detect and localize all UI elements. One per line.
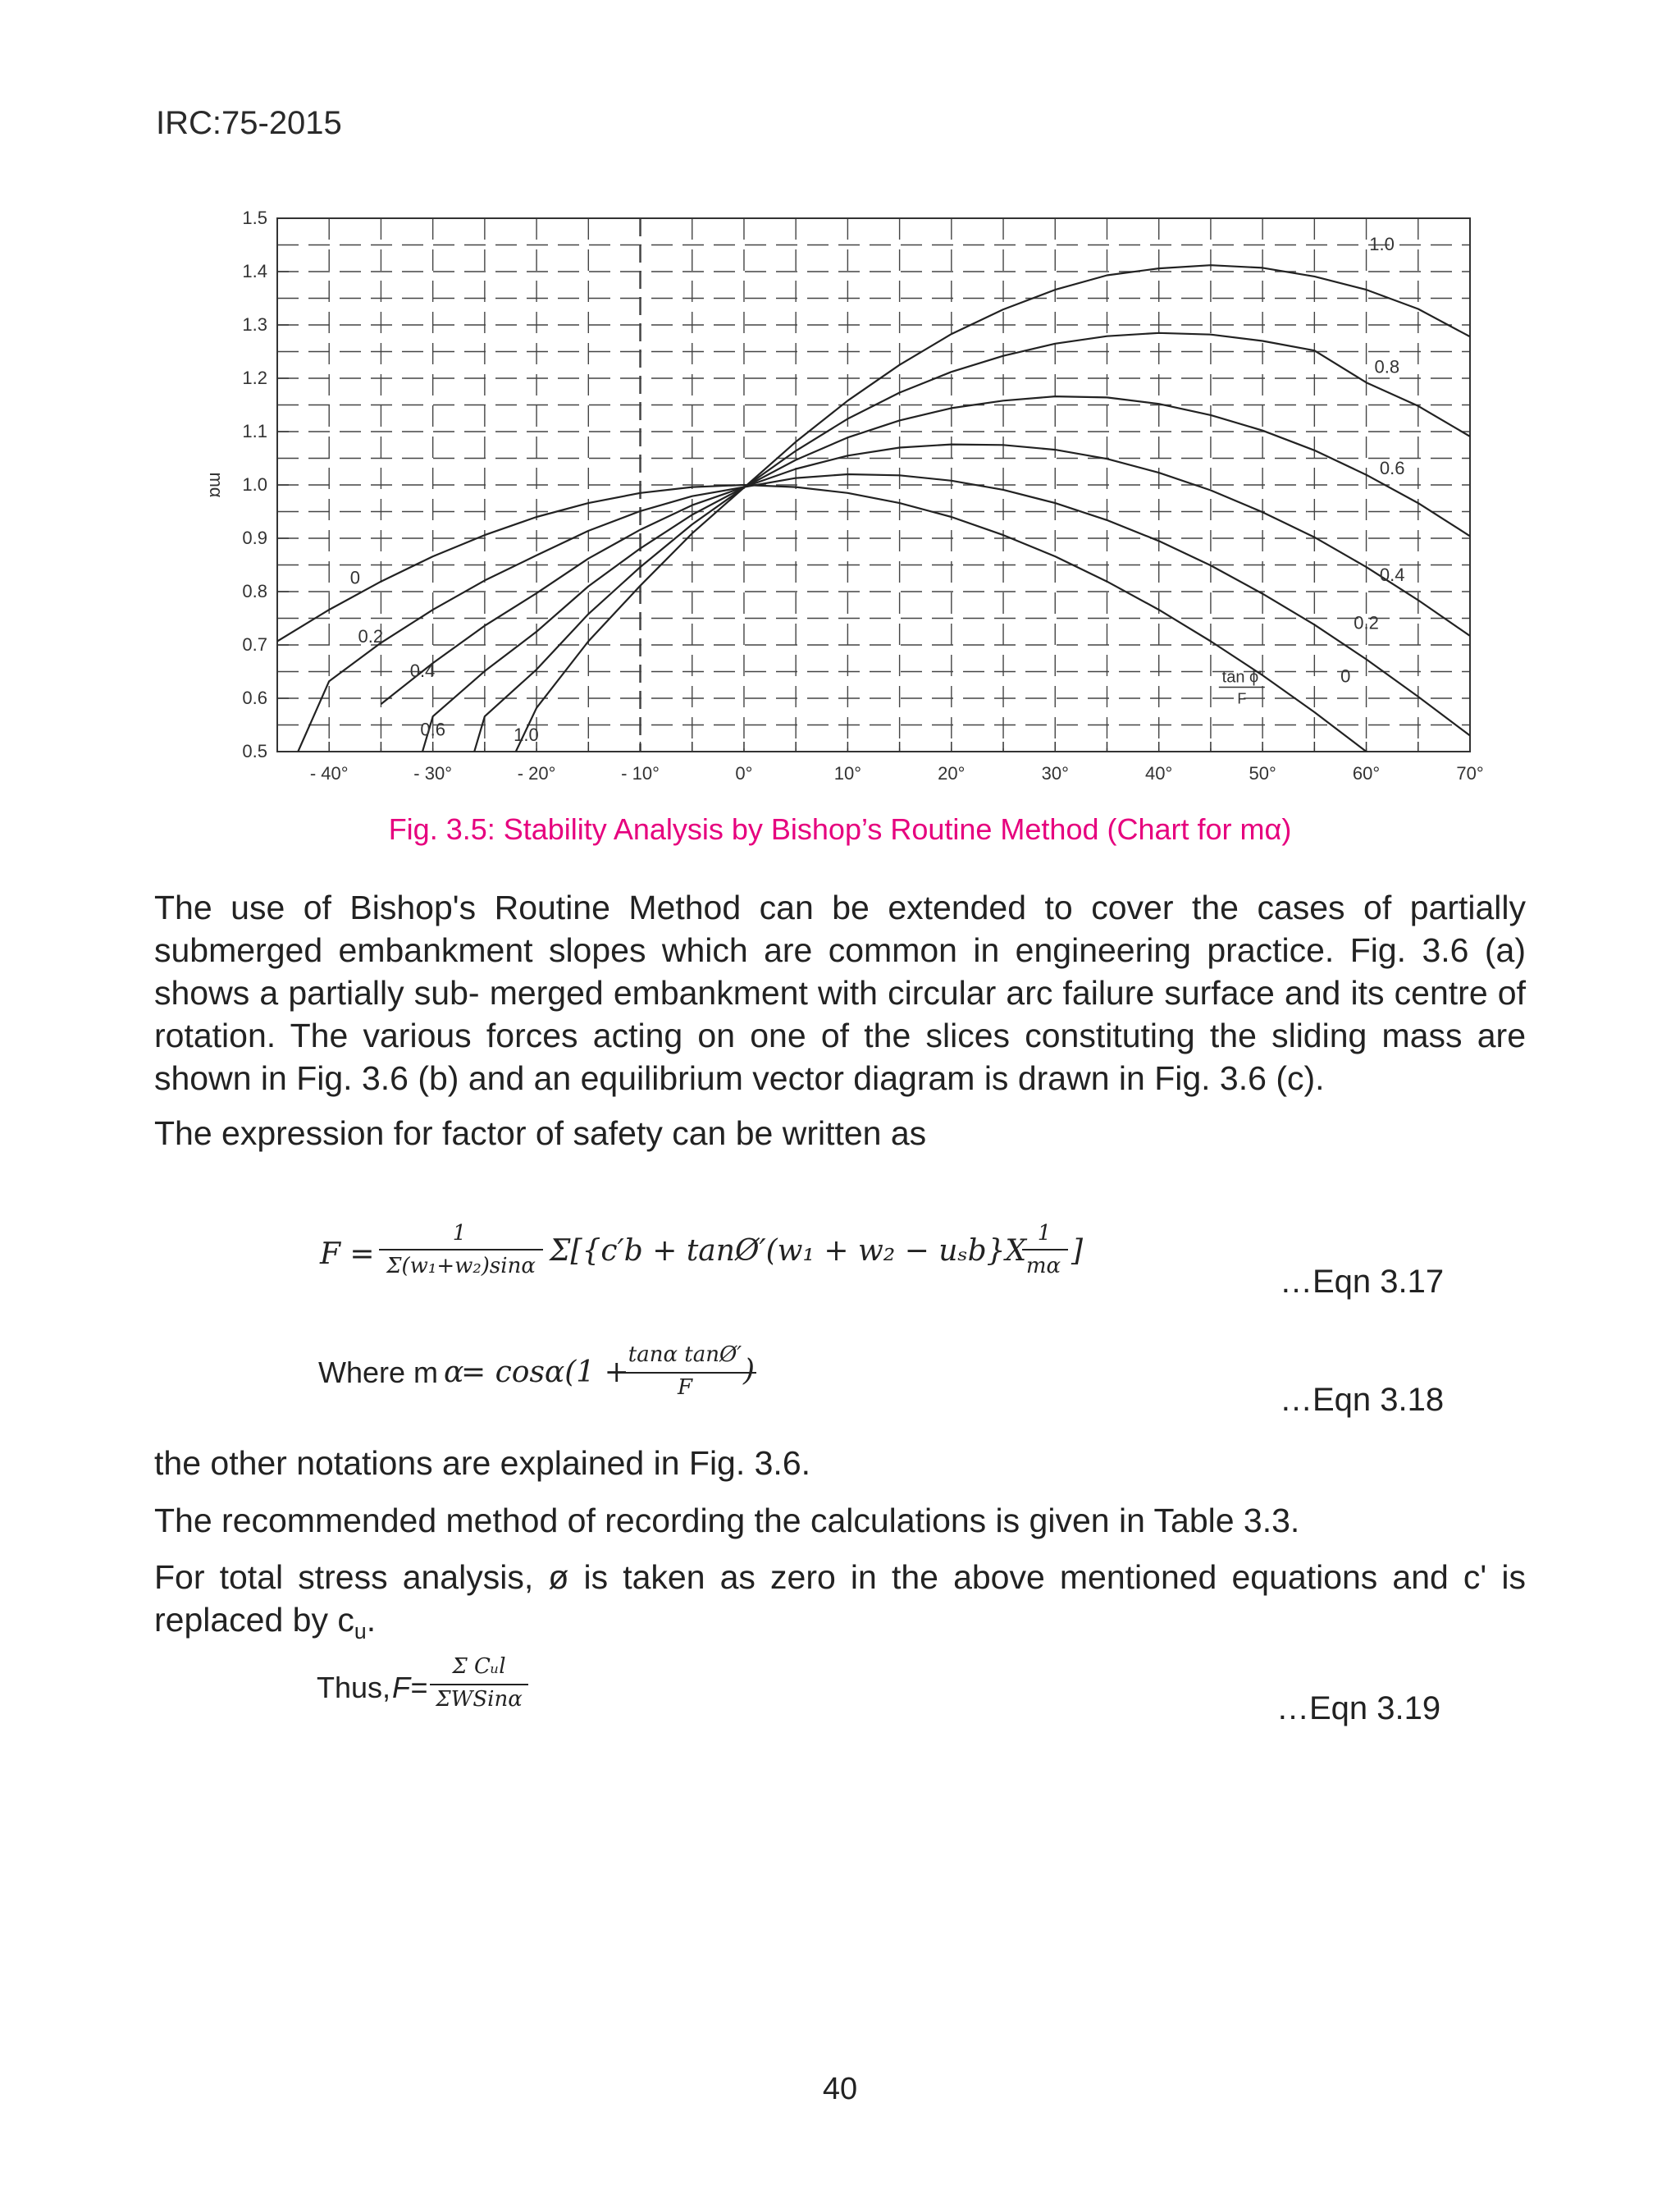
eq18-label: …Eqn 3.18 (1280, 1382, 1445, 1418)
eq17-inner-den: mα (1025, 1254, 1061, 1278)
paragraph-total-stress (154, 1556, 1526, 1653)
eq18-mid: = cosα(1 + (461, 1356, 629, 1389)
y-tick-label: 1.4 (242, 261, 267, 281)
document-id-header: IRC:75-2015 (156, 105, 342, 141)
annotation-numerator: tan ϕ' (1221, 668, 1262, 687)
eq18-prefix: Where m (318, 1356, 439, 1389)
eq17-frac-den: Σ(w₁+w₂)sinα (386, 1254, 536, 1278)
eq18-frac-den: F (677, 1375, 693, 1400)
annotation-denominator: F (1237, 690, 1247, 707)
x-tick-label: 0° (735, 763, 753, 784)
eq17-close: ] (1071, 1234, 1084, 1268)
curve-label-left: 0.6 (420, 719, 445, 740)
y-axis-label: mα (206, 472, 226, 498)
eq19-F: F= (392, 1671, 428, 1704)
p5-text: For total stress analysis, ø is taken as zero in the above mentioned equations and c' is replaced by c (154, 1558, 1526, 1639)
eq17-lhs: F = (320, 1237, 375, 1271)
eq17-body: Σ[{c′b + tanØ′(w₁ + w₂ − uₛb}X (550, 1234, 1027, 1268)
p5-end: . (366, 1601, 377, 1639)
x-tick-label: - 10° (621, 763, 660, 784)
curve-label-right: 0.2 (1354, 612, 1379, 633)
y-tick-label: 0.6 (242, 688, 267, 708)
eq18-close: ) (743, 1354, 756, 1388)
figure-caption: Fig. 3.5: Stability Analysis by Bishop’s Routine Method (Chart for mα) (388, 812, 1292, 846)
curve-label-left: 1.0 (514, 725, 539, 745)
eq17-frac-num: 1 (452, 1221, 467, 1246)
curve-label-right: 0.8 (1374, 356, 1400, 377)
paragraph-recording-method: The recommended method of recording the calculations is given in Table 3.3. (154, 1502, 1300, 1539)
curve-label-right: 0.4 (1379, 565, 1405, 585)
page-number: 40 (822, 2072, 858, 2106)
x-tick-label: - 40° (309, 763, 349, 784)
y-tick-label: 1.0 (242, 474, 267, 495)
y-tick-label: 0.7 (242, 634, 267, 655)
y-tick-label: 1.1 (242, 421, 267, 441)
x-tick-label: 50° (1249, 763, 1276, 784)
x-tick-label: 10° (833, 763, 862, 784)
curve-label-right: 0.6 (1379, 458, 1405, 478)
eq18-frac-line (615, 1372, 756, 1374)
eq17-inner-num: 1 (1037, 1221, 1052, 1246)
eq17-frac-line (379, 1249, 543, 1250)
y-tick-label: 1.5 (242, 208, 267, 228)
curve-label-right: 1.0 (1369, 234, 1395, 254)
curve-tanphi-1-0 (516, 265, 1470, 752)
x-tick-label: 70° (1456, 763, 1484, 784)
paragraph-notations: the other notations are explained in Fig. 3.6. (154, 1444, 811, 1482)
eq19-frac-line (430, 1684, 528, 1685)
paragraph-bishop-extension: The use of Bishop's Routine Method can be extended to cover the cases of partially submerged embankment slopes which are common in engineering practice. Fig. 3.6 (a) shows a partially sub- merged embankment with circular arc failure surface and its centre of rotation. The various forces acting on one of the slices constituting the sliding mass are shown in Fig. 3.6 (b) and an equilibrium vector diagram is drawn in Fig. 3.6 (c). (154, 889, 1526, 1097)
curve-label-right: 0 (1340, 665, 1351, 687)
x-tick-label: - 30° (413, 763, 453, 784)
eq17-label: …Eqn 3.17 (1280, 1264, 1445, 1300)
y-tick-label: 0.9 (242, 528, 267, 548)
curve-tanphi-0-4 (381, 445, 1470, 705)
eq19-frac-num: Σ Cᵤl (452, 1654, 506, 1679)
curve-tanphi-0-8 (474, 333, 1470, 752)
y-tick-label: 1.2 (242, 368, 267, 388)
y-tick-label: 0.5 (242, 741, 267, 761)
eq19-frac-den: ΣWSinα (436, 1687, 523, 1712)
chart-curves (277, 265, 1470, 804)
x-tick-label: 30° (1041, 763, 1069, 784)
p5-subscript: u (354, 1619, 367, 1644)
curve-label-left: 0.4 (409, 661, 436, 681)
x-tick-label: - 20° (517, 763, 556, 784)
eq18-frac-num: tanα tanØ′ (628, 1342, 742, 1367)
chart-grid (277, 218, 1470, 752)
curve-tanphi-0-2 (298, 474, 1470, 752)
x-tick-label: 40° (1145, 763, 1173, 784)
paragraph-fos-intro: The expression for factor of safety can be written as (154, 1114, 927, 1152)
y-tick-label: 1.3 (242, 314, 267, 335)
eq17-inner-line (1022, 1249, 1068, 1250)
eq19-prefix: Thus, (317, 1671, 391, 1704)
bishop-m-alpha-chart (180, 197, 1509, 804)
curve-label-left: 0 (349, 567, 360, 588)
y-tick-label: 0.8 (242, 581, 267, 601)
eq18-alpha: α (444, 1356, 464, 1389)
x-tick-label: 60° (1352, 763, 1381, 784)
eq19-label: …Eqn 3.19 (1276, 1690, 1441, 1726)
x-tick-label: 20° (938, 763, 966, 784)
curve-label-left: 0.2 (358, 625, 384, 647)
